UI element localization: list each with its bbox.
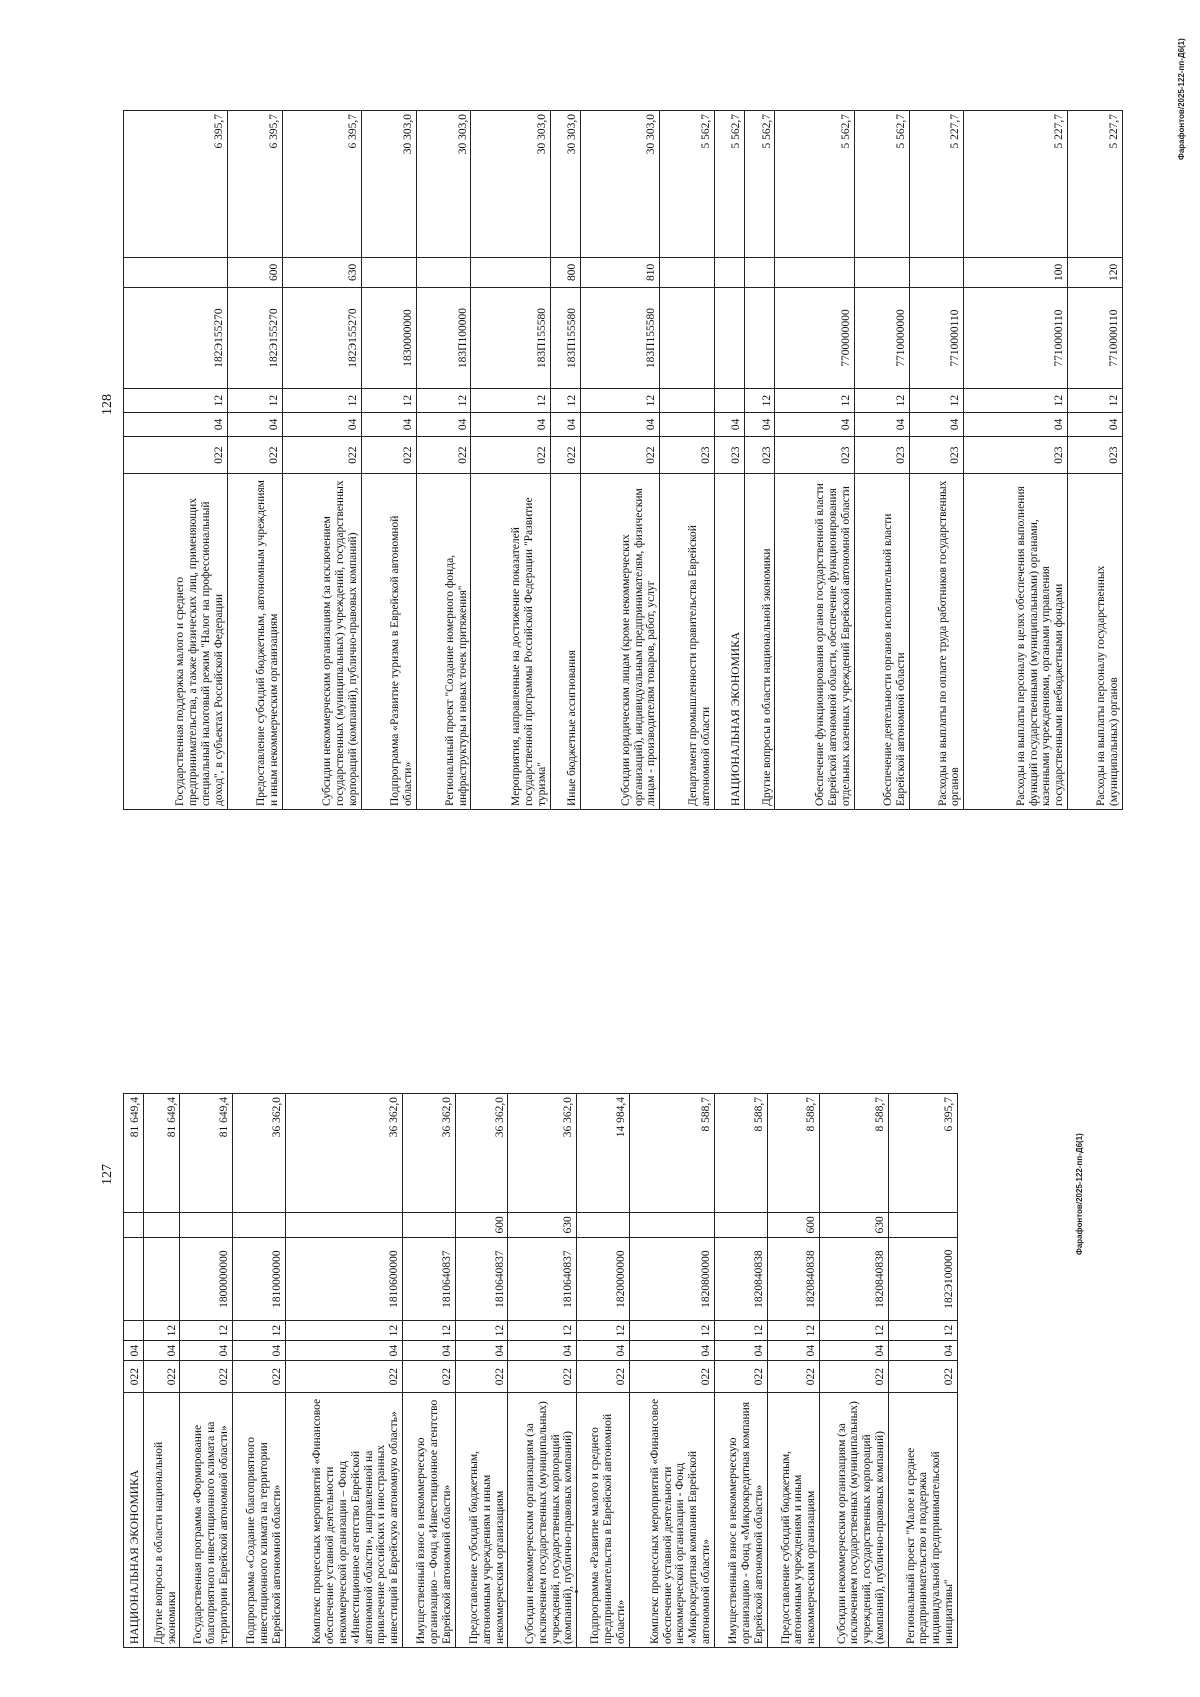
section-code-cell: 04 [580,412,659,436]
target-article-cell: 1810640837 [508,1238,577,1321]
expense-type-cell: 630 [820,1212,889,1237]
amount-cell: 5 227,7 [964,111,1068,258]
section-code-cell: 04 [471,412,550,436]
target-article-cell: 1830000000 [361,287,416,388]
row-name-cell: Государственная поддержка малого и среднего предпринимательства, а также физических лиц, применяющих специальный налоговый режим "Налог на профессиональный доход", в субъектах Российской Федерации [124,474,228,810]
grbs-code-cell: 022 [455,1361,508,1393]
row-name-cell: НАЦИОНАЛЬНАЯ ЭКОНОМИКА [715,474,745,810]
amount-cell: 14 984,4 [577,1094,630,1213]
row-name-cell: Другие вопросы в области национальной экономики [745,474,775,810]
grbs-code-cell: 022 [580,436,659,474]
section-code-cell: 04 [361,412,416,436]
expense-type-cell: 120 [1068,257,1123,287]
table-body-left [124,1094,958,1648]
grbs-code-cell: 022 [820,1361,889,1393]
amount-cell: 5 227,7 [909,111,964,258]
subsection-code-cell: 12 [889,1321,958,1341]
section-code-cell: 04 [285,1341,403,1361]
subsection-code-cell: 12 [577,1321,630,1341]
table-row [854,111,909,810]
grbs-code-cell: 022 [889,1361,958,1393]
grbs-code-cell: 022 [471,436,550,474]
row-name-cell: Департамент промышленности правительства Еврейской автономной области [660,474,715,810]
expense-type-cell [889,1212,958,1237]
grbs-code-cell: 023 [909,436,964,474]
target-article-cell: 183П155580 [580,287,659,388]
section-code-cell: 04 [180,1341,233,1361]
amount-cell: 30 303,0 [550,111,580,258]
table-row [227,111,282,810]
expense-type-cell [577,1212,630,1237]
table-row [775,111,854,810]
target-article-cell: 182Э155270 [227,287,282,388]
subsection-code-cell [124,1321,144,1341]
grbs-code-cell: 023 [775,436,854,474]
table-row [629,1094,714,1648]
subsection-code-cell: 12 [124,389,228,413]
table-row [124,111,228,810]
section-code-cell: 04 [124,412,228,436]
subsection-code-cell [660,389,715,413]
grbs-code-cell: 022 [508,1361,577,1393]
expense-type-cell [124,1212,144,1237]
section-code-cell: 04 [854,412,909,436]
section-code-cell: 04 [455,1341,508,1361]
amount-cell: 36 362,0 [455,1094,508,1213]
subsection-code-cell: 12 [964,389,1068,413]
grbs-code-cell: 022 [550,436,580,474]
row-name-cell: Подпрограмма «Развитие туризма в Еврейской автономной области» [361,474,416,810]
expense-type-cell: 600 [455,1212,508,1237]
amount-cell: 81 649,4 [124,1094,144,1213]
target-article-cell: 7700000000 [775,287,854,388]
grbs-code-cell: 022 [715,1361,768,1393]
amount-cell: 6 395,7 [889,1094,958,1213]
section-code-cell: 04 [629,1341,714,1361]
expense-type-cell [629,1212,714,1237]
target-article-cell: 7710000000 [854,287,909,388]
section-code-cell [660,412,715,436]
target-article-cell: 1800000000 [180,1238,233,1321]
table-row [820,1094,889,1648]
section-code-cell: 04 [909,412,964,436]
budget-table-page-127 [123,1093,958,1648]
target-article-cell [124,1238,144,1321]
amount-cell: 5 562,7 [660,111,715,258]
subsection-code-cell: 12 [471,389,550,413]
target-article-cell [745,287,775,388]
expense-type-cell [745,257,775,287]
subsection-code-cell: 12 [227,389,282,413]
row-name-cell: Комплекс процессных мероприятий «Финансовое обеспечение уставной деятельности некоммерческой организации - Фонд «Микрокредитная компания Еврейской автономной области» [629,1393,714,1648]
amount-cell: 6 395,7 [282,111,361,258]
table-row [889,1094,958,1648]
grbs-code-cell: 023 [745,436,775,474]
subsection-code-cell: 12 [1068,389,1123,413]
page-number-right: 128 [100,394,115,415]
amount-cell: 5 562,7 [854,111,909,258]
row-name-cell: Субсидии некоммерческим организациям (за исключением государственных (муниципальных) учреждений, государственных корпораций (компаний), публично-правовых компаний) [820,1393,889,1648]
subsection-code-cell: 12 [745,389,775,413]
expense-type-cell [854,257,909,287]
target-article-cell: 183П155580 [471,287,550,388]
row-name-cell: Государственная программа «Формирование благоприятного инвестиционного климата на территории Еврейской автономной области» [180,1393,233,1648]
page-number-left: 127 [100,1164,115,1185]
expense-type-cell: 100 [964,257,1068,287]
target-article-cell: 1820800000 [629,1238,714,1321]
expense-type-cell: 630 [508,1212,577,1237]
target-article-cell: 183П155580 [550,287,580,388]
table-body-right [124,111,1123,810]
row-name-cell: Расходы на выплаты персоналу государственных (муниципальных) органов [1068,474,1123,810]
target-article-cell: 1820840838 [715,1238,768,1321]
section-code-cell: 04 [1068,412,1123,436]
row-name-cell: НАЦИОНАЛЬНАЯ ЭКОНОМИКА [124,1393,144,1648]
footer-code-right: Фарафонтов/2025-122-пп-Д6(1) [1177,38,1186,160]
section-code-cell: 04 [964,412,1068,436]
table-row [550,111,580,810]
expense-type-cell [144,1212,180,1237]
section-code-cell: 04 [508,1341,577,1361]
table-row [964,111,1068,810]
table-row [745,111,775,810]
subsection-code-cell: 12 [455,1321,508,1341]
amount-cell: 8 588,7 [767,1094,820,1213]
subsection-code-cell: 12 [403,1321,456,1341]
subsection-code-cell: 12 [232,1321,285,1341]
amount-cell: 8 588,7 [715,1094,768,1213]
amount-cell: 5 562,7 [715,111,745,258]
subsection-code-cell: 12 [285,1321,403,1341]
amount-cell: 8 588,7 [820,1094,889,1213]
grbs-code-cell: 022 [577,1361,630,1393]
table-row [416,111,471,810]
expense-type-cell [909,257,964,287]
table-row [232,1094,285,1648]
amount-cell: 36 362,0 [508,1094,577,1213]
grbs-code-cell: 022 [180,1361,233,1393]
subsection-code-cell: 12 [629,1321,714,1341]
grbs-code-cell: 022 [282,436,361,474]
row-name-cell: Другие вопросы в области национальной экономики [144,1393,180,1648]
grbs-code-cell: 022 [403,1361,456,1393]
row-name-cell: Субсидии некоммерческим организациям (за исключением государственных (муниципальных) учреждений, государственных корпораций (компаний), публично-правовых компаний) [282,474,361,810]
subsection-code-cell [715,389,745,413]
target-article-cell [715,287,745,388]
row-name-cell: Предоставление субсидий бюджетным, автономным учреждениям и иным некоммерческим организациям [455,1393,508,1648]
amount-cell: 30 303,0 [361,111,416,258]
expense-type-cell [232,1212,285,1237]
row-name-cell: Подпрограмма «Создание благоприятного инвестиционного климата на территории Еврейской автономной области» [232,1393,285,1648]
subsection-code-cell: 12 [144,1321,180,1341]
row-name-cell: Расходы на выплаты персоналу в целях обеспечения выполнения функций государственными (муниципальными) органами, казенными учреждениями, органами управления государственными внебюджетными фондами [964,474,1068,810]
subsection-code-cell: 12 [854,389,909,413]
table-row [361,111,416,810]
grbs-code-cell: 022 [227,436,282,474]
target-article-cell: 183П100000 [416,287,471,388]
expense-type-cell [180,1212,233,1237]
subsection-code-cell: 12 [580,389,659,413]
target-article-cell: 1820840838 [767,1238,820,1321]
target-article-cell: 7710000110 [1068,287,1123,388]
row-name-cell: Имущественный взнос в некоммерческую организацию - Фонд «Микрокредитная компания Еврейской автономной области» [715,1393,768,1648]
amount-cell: 8 588,7 [629,1094,714,1213]
grbs-code-cell: 022 [767,1361,820,1393]
target-article-cell: 182Э100000 [889,1238,958,1321]
expense-type-cell [361,257,416,287]
section-code-cell: 04 [232,1341,285,1361]
target-article-cell: 1810640837 [403,1238,456,1321]
subsection-code-cell: 12 [715,1321,768,1341]
subsection-code-cell: 12 [508,1321,577,1341]
row-name-cell: Мероприятия, направленные на достижение показателей государственной программы Российской Федерации "Развитие туризма" [471,474,550,810]
section-code-cell: 04 [820,1341,889,1361]
budget-table-right [123,110,1123,810]
section-code-cell: 04 [124,1341,144,1361]
row-name-cell: Обеспечение функционирования органов государственной власти Еврейской автономной области, обеспечение функционирования отдельных казенных учреждений Еврейской автономной области [775,474,854,810]
target-article-cell: 182Э155270 [282,287,361,388]
target-article-cell: 1810600000 [285,1238,403,1321]
grbs-code-cell: 022 [416,436,471,474]
amount-cell: 81 649,4 [144,1094,180,1213]
expense-type-cell [124,257,228,287]
target-article-cell: 1820000000 [577,1238,630,1321]
subsection-code-cell: 12 [820,1321,889,1341]
table-row [767,1094,820,1648]
row-name-cell: Комплекс процессных мероприятий «Финансовое обеспечение уставной деятельности некоммерческой организации – Фонд «Инвестиционное агентство Еврейской автономной области», направленной на привлечение российских и иностранных инвестиций в Еврейскую автономную область» [285,1393,403,1648]
section-code-cell: 04 [745,412,775,436]
amount-cell: 5 562,7 [745,111,775,258]
grbs-code-cell: 022 [124,436,228,474]
section-code-cell: 04 [282,412,361,436]
amount-cell: 5 562,7 [775,111,854,258]
row-name-cell: Субсидии юридическим лицам (кроме некоммерческих организаций), индивидуальным предпринимателям, физическим лицам - производителям товаров, работ, услуг [580,474,659,810]
row-name-cell: Подпрограмма «Развитие малого и среднего предпринимательства в Еврейской автономной области» [577,1393,630,1648]
target-article-cell: 1810000000 [232,1238,285,1321]
expense-type-cell: 600 [767,1212,820,1237]
amount-cell: 30 303,0 [471,111,550,258]
subsection-code-cell: 12 [180,1321,233,1341]
table-row [508,1094,577,1648]
table-row [715,1094,768,1648]
section-code-cell: 04 [577,1341,630,1361]
section-code-cell: 04 [416,412,471,436]
scan-speck [575,1590,578,1593]
amount-cell: 6 395,7 [124,111,228,258]
expense-type-cell [285,1212,403,1237]
subsection-code-cell: 12 [909,389,964,413]
expense-type-cell [471,257,550,287]
expense-type-cell [715,257,745,287]
target-article-cell [660,287,715,388]
target-article-cell: 7710000110 [909,287,964,388]
row-name-cell: Предоставление субсидий бюджетным, автономным учреждениям и иным некоммерческим организациям [227,474,282,810]
grbs-code-cell: 022 [232,1361,285,1393]
table-row [180,1094,233,1648]
row-name-cell: Расходы на выплаты по оплате труда работников государственных органов [909,474,964,810]
table-row [471,111,550,810]
subsection-code-cell: 12 [767,1321,820,1341]
subsection-code-cell: 12 [361,389,416,413]
target-article-cell: 182Э155270 [124,287,228,388]
subsection-code-cell: 12 [282,389,361,413]
table-row [124,1094,144,1648]
subsection-code-cell: 12 [775,389,854,413]
expense-type-cell: 800 [550,257,580,287]
target-article-cell: 7710000110 [964,287,1068,388]
table-row [660,111,715,810]
row-name-cell: Региональный проект "Создание номерного фонда, инфраструктуры и новых точек притяжения" [416,474,471,810]
section-code-cell: 04 [227,412,282,436]
grbs-code-cell: 023 [1068,436,1123,474]
grbs-code-cell: 022 [629,1361,714,1393]
section-code-cell: 04 [550,412,580,436]
expense-type-cell [715,1212,768,1237]
table-row [282,111,361,810]
table-row [715,111,745,810]
budget-table-left [123,1093,958,1648]
expense-type-cell [660,257,715,287]
expense-type-cell: 810 [580,257,659,287]
grbs-code-cell: 022 [144,1361,180,1393]
row-name-cell: Имущественный взнос в некоммерческую организацию – Фонд «Инвестиционное агентство Еврейской автономной области» [403,1393,456,1648]
target-article-cell: 1820840838 [820,1238,889,1321]
table-row [577,1094,630,1648]
row-name-cell: Предоставление субсидий бюджетным, автономным учреждениям и иным некоммерческим организациям [767,1393,820,1648]
section-code-cell: 04 [715,412,745,436]
amount-cell: 6 395,7 [227,111,282,258]
grbs-code-cell: 023 [660,436,715,474]
table-row [455,1094,508,1648]
section-code-cell: 04 [144,1341,180,1361]
section-code-cell: 04 [767,1341,820,1361]
table-row [144,1094,180,1648]
amount-cell: 36 362,0 [403,1094,456,1213]
table-row [1068,111,1123,810]
expense-type-cell [403,1212,456,1237]
grbs-code-cell: 022 [361,436,416,474]
amount-cell: 5 227,7 [1068,111,1123,258]
subsection-code-cell: 12 [416,389,471,413]
section-code-cell: 04 [715,1341,768,1361]
table-row [285,1094,403,1648]
footer-code-left: Фарафонтов/2025-122-пп-Д6(1) [1075,1133,1084,1255]
target-article-cell: 1810640837 [455,1238,508,1321]
amount-cell: 30 303,0 [416,111,471,258]
section-code-cell: 04 [775,412,854,436]
row-name-cell: Иные бюджетные ассигнования [550,474,580,810]
subsection-code-cell: 12 [550,389,580,413]
table-row [403,1094,456,1648]
grbs-code-cell: 023 [854,436,909,474]
grbs-code-cell: 022 [124,1361,144,1393]
section-code-cell: 04 [403,1341,456,1361]
amount-cell: 30 303,0 [580,111,659,258]
table-row [909,111,964,810]
amount-cell: 36 362,0 [232,1094,285,1213]
section-code-cell: 04 [889,1341,958,1361]
row-name-cell: Обеспечение деятельности органов исполнительной власти Еврейской автономной области [854,474,909,810]
expense-type-cell [416,257,471,287]
amount-cell: 81 649,4 [180,1094,233,1213]
grbs-code-cell: 023 [715,436,745,474]
budget-table-page-128 [123,110,1123,810]
amount-cell: 36 362,0 [285,1094,403,1213]
row-name-cell: Региональный проект "Малое и среднее предпринимательство и поддержка индивидуальной предпринимательской инициативы" [889,1393,958,1648]
target-article-cell [144,1238,180,1321]
grbs-code-cell: 023 [964,436,1068,474]
row-name-cell: Субсидии некоммерческим организациям (за исключением государственных (муниципальных) учреждений, государственных корпораций (компаний), публично-правовых компаний) [508,1393,577,1648]
expense-type-cell [775,257,854,287]
table-row [580,111,659,810]
grbs-code-cell: 022 [285,1361,403,1393]
expense-type-cell: 630 [282,257,361,287]
expense-type-cell: 600 [227,257,282,287]
